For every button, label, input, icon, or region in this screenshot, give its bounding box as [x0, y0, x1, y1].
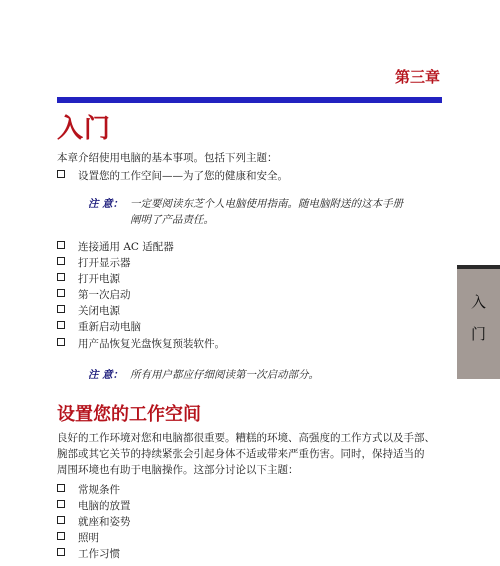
- list-item-label: 就座和姿势: [78, 516, 131, 528]
- list-item: [57, 530, 99, 546]
- checkbox-bullet-icon: [57, 321, 65, 329]
- checkbox-bullet-icon: [57, 241, 65, 249]
- checkbox-bullet-icon: [57, 257, 65, 265]
- list-item: [57, 498, 131, 514]
- checkbox-bullet-icon: [57, 532, 65, 540]
- list-item-label: 连接通用 AC 适配器: [78, 241, 174, 253]
- checkbox-bullet-icon: [57, 500, 65, 508]
- list-item: [57, 319, 141, 335]
- note-label: 注 意：: [88, 198, 124, 210]
- list-item-label: 电脑的放置: [78, 500, 131, 512]
- list-item-label: 第一次启动: [78, 289, 131, 301]
- list-item-label: 用产品恢复光盘恢复预装软件。: [78, 338, 225, 350]
- note-text-line: 所有用户都应仔细阅读第一次启动部分。: [130, 369, 319, 381]
- list-item: [57, 482, 120, 498]
- list-item: [57, 255, 131, 271]
- list-item: [57, 287, 131, 303]
- list-item-label: 关闭电源: [78, 305, 120, 317]
- list-item-label: 重新启动电脑: [78, 321, 141, 333]
- list-item-label: 工作习惯: [78, 548, 120, 560]
- checkbox-bullet-icon: [57, 170, 65, 178]
- checkbox-bullet-icon: [57, 305, 65, 313]
- note-text-line: 阐明了产品责任。: [130, 214, 214, 226]
- list-item-label: 照明: [78, 532, 99, 544]
- checkbox-bullet-icon: [57, 338, 65, 346]
- intro-text: 本章介绍使用电脑的基本事项。包括下列主题：: [57, 152, 278, 164]
- chapter-label: 第三章: [395, 68, 441, 86]
- list-item-label: 打开显示器: [78, 257, 131, 269]
- list-item: [57, 336, 225, 352]
- list-item: [57, 168, 288, 184]
- checkbox-bullet-icon: [57, 516, 65, 524]
- section-title: 设置您的工作空间: [57, 404, 201, 425]
- list-item: [57, 303, 120, 319]
- paragraph-line: 周围环境也有助于电脑操作。这部分讨论以下主题：: [57, 464, 299, 476]
- chapter-side-tab: [457, 265, 500, 379]
- paragraph-line: 良好的工作环境对您和电脑都很重要。糟糕的环境、高强度的工作方式以及手部、: [57, 432, 435, 444]
- checkbox-bullet-icon: [57, 289, 65, 297]
- list-item: [57, 239, 174, 255]
- paragraph-line: 腕部或其它关节的持续紧张会引起身体不适或带来严重伤害。同时，保持适当的: [57, 448, 425, 460]
- list-item-label: 设置您的工作空间——为了您的健康和安全。: [78, 170, 288, 182]
- list-item: [57, 546, 120, 562]
- side-tab-char: 门: [470, 325, 486, 343]
- list-item: [57, 271, 120, 287]
- checkbox-bullet-icon: [57, 273, 65, 281]
- list-item-label: 常规条件: [78, 484, 120, 496]
- page-title: 入门: [57, 114, 112, 144]
- note-text-line: 一定要阅读东芝个人电脑使用指南。随电脑附送的这本手册: [130, 198, 403, 210]
- side-tab-char: 入: [470, 293, 486, 311]
- list-item-label: 打开电源: [78, 273, 120, 285]
- checkbox-bullet-icon: [57, 484, 65, 492]
- checkbox-bullet-icon: [57, 548, 65, 556]
- list-item: [57, 514, 131, 530]
- chapter-divider: [57, 97, 442, 103]
- note-label: 注 意：: [88, 369, 124, 381]
